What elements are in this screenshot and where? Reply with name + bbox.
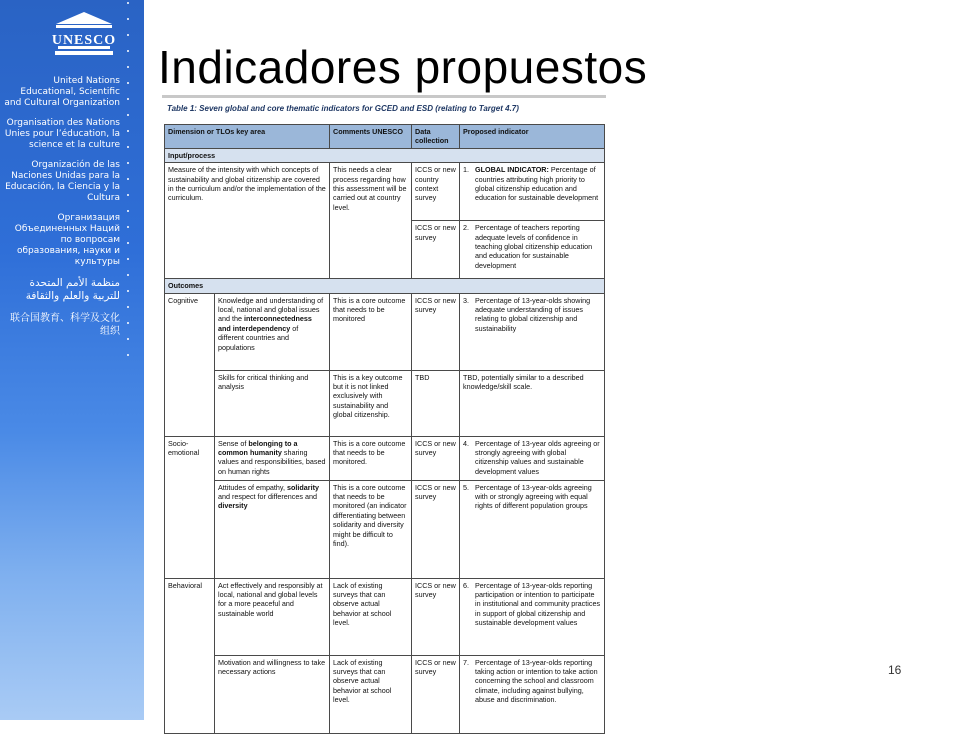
- dimension-cell: Socio-emotional: [165, 436, 215, 578]
- global-indicator-label: GLOBAL INDICATOR:: [475, 165, 549, 175]
- data-collection-cell: ICCS or new survey: [412, 436, 460, 480]
- indicator-text: Percentage of 13-year-olds agreeing with or strongly agreeing with equal rights of different population groups: [475, 482, 592, 511]
- indicator-number: 5.: [463, 482, 470, 492]
- indicator-cell: [460, 480, 605, 578]
- section-row-outcomes: [165, 279, 605, 293]
- table-row: [165, 655, 605, 733]
- indicator-number: 3.: [463, 295, 470, 305]
- data-collection-cell: TBD: [412, 370, 460, 436]
- tlo-emphasis: diversity: [218, 501, 248, 511]
- data-collection-cell: ICCS or new survey: [412, 293, 460, 370]
- indicator-number: 7.: [463, 657, 470, 667]
- unesco-logo: [52, 10, 116, 64]
- tlo-text: of different countries and populations: [218, 323, 299, 352]
- comment-cell: This is a key outcome but it is not linked exclusively with sustainability and global citizenship.: [330, 370, 412, 436]
- indicator-cell: [460, 163, 605, 221]
- indicator-cell: TBD, potentially similar to a described knowledge/skill scale.: [460, 370, 605, 436]
- unesco-sidebar: [0, 0, 144, 720]
- table-row: [165, 578, 605, 655]
- section-row-input: [165, 148, 605, 162]
- tlo-cell: [215, 480, 330, 578]
- header-data-collection: Data collection: [412, 125, 460, 149]
- indicator-text: Percentage of 13-year-olds reporting participation or intention to participate in institutional and community practices in support of global citizenship and sustainable development values: [475, 580, 601, 628]
- table-caption: Table 1: Seven global and core thematic indicators for GCED and ESD (relating to Target 4.7): [167, 104, 519, 113]
- table-row: [165, 370, 605, 436]
- tlo-cell: [215, 436, 330, 480]
- header-comments: Comments UNESCO: [330, 125, 412, 149]
- indicator-number: 6.: [463, 580, 470, 590]
- comment-cell: This is a core outcome that needs to be monitored (an indicator differentiating between solidarity and diversity might be difficult to find).: [330, 480, 412, 578]
- indicator-text: Percentage of 13-year-olds showing adequate understanding of issues relating to global citizenship and sustainability: [475, 295, 591, 333]
- org-name-ar: منظمة الأمم المتحدة للتربية والعلم والثقافة: [25, 277, 120, 302]
- section-label: Input/process: [165, 148, 605, 162]
- indicator-cell: [460, 578, 605, 655]
- data-collection-cell: ICCS or new survey: [412, 578, 460, 655]
- indicator-cell: [460, 655, 605, 733]
- comment-cell: This is a core outcome that needs to be monitored: [330, 293, 412, 370]
- indicator-cell: [460, 221, 605, 279]
- indicator-number: 2.: [463, 223, 470, 233]
- table-row: [165, 480, 605, 578]
- page-number: 16: [888, 663, 902, 677]
- table-row: [165, 293, 605, 370]
- tlo-text: Attitudes of empathy,: [218, 482, 285, 492]
- tlo-emphasis: belonging to a common humanity: [218, 438, 298, 458]
- indicator-text: Percentage of 13-year-olds reporting taking action or intention to take action concerning the school and classroom climate, including against bullying, abuse and discrimination.: [475, 657, 598, 705]
- comment-cell: This is a core outcome that needs to be monitored.: [330, 436, 412, 480]
- indicator-text: Percentage of 13-year olds agreeing or strongly agreeing with global citizenship values and sustainable development values: [475, 438, 600, 476]
- indicator-table-figure: [162, 95, 606, 720]
- org-name-fr: Organisation des Nations Unies pour l’éducation, la science et la culture: [4, 118, 120, 150]
- tlo-cell: Act effectively and responsibly at local, national and global levels for a more peaceful and sustainable world: [215, 578, 330, 655]
- indicator-cell: [460, 436, 605, 480]
- indicator-text: Percentage of teachers reporting adequate levels of confidence in teaching global citizenship education and education for sustainable development: [475, 223, 593, 270]
- tlo-text: sharing values and responsibilities, based on human rights: [218, 448, 326, 476]
- org-name-ru: Организация Объединенных Наций по вопросам образования, науки и культуры: [14, 213, 120, 267]
- comment-cell: Lack of existing surveys that can observe actual behavior at school level.: [330, 655, 412, 733]
- tlo-text: and respect for differences and: [218, 492, 317, 502]
- org-name-en: United Nations Educational, Scientific and Cultural Organization: [4, 76, 120, 108]
- indicator-number: 1.: [463, 165, 470, 175]
- indicator-text: Percentage of countries attributing high priority to global citizenship education and education for sustainable development: [475, 165, 599, 203]
- tlo-text: Sense of: [218, 438, 247, 448]
- tlo-cell: Motivation and willingness to take necessary actions: [215, 655, 330, 733]
- tlo-text: Knowledge and understanding of local, national and global issues and the: [218, 295, 324, 324]
- org-name-zh: 联合国教育、科学及文化组织: [10, 313, 120, 337]
- dimension-cell: Behavioral: [165, 578, 215, 733]
- org-name-es: Organización de las Naciones Unidas para la Educación, la Ciencia y la Cultura: [5, 160, 120, 203]
- data-collection-cell: ICCS or new survey: [412, 655, 460, 733]
- header-dimension: Dimension or TLOs key area: [165, 125, 330, 149]
- indicator-table: [164, 124, 605, 734]
- sidebar-dot-separators: [127, 2, 131, 347]
- header-proposed-indicator: Proposed indicator: [460, 125, 605, 149]
- svg-text:UNESCO: UNESCO: [52, 33, 116, 48]
- tlo-emphasis: solidarity: [287, 482, 319, 492]
- data-collection-cell: ICCS or new survey: [412, 221, 460, 279]
- table-row: [165, 163, 605, 221]
- tlo-emphasis: interconnectedness and interdependency: [218, 314, 312, 333]
- input-comment: This needs a clear process regarding how this assessment will be carried out at country level.: [330, 163, 412, 279]
- tlo-cell: [215, 293, 330, 370]
- slide-title: Indicadores propuestos: [158, 41, 648, 93]
- data-collection-cell: ICCS or new survey: [412, 480, 460, 578]
- comment-cell: Lack of existing surveys that can observe actual behavior at school level.: [330, 578, 412, 655]
- indicator-number: 4.: [463, 438, 470, 448]
- table-row: [165, 436, 605, 480]
- section-label: Outcomes: [165, 279, 605, 293]
- input-description: Measure of the intensity with which concepts of sustainability and global citizenship are covered in the curriculum and/or the implementation of the curriculum.: [165, 163, 330, 279]
- data-collection-cell: ICCS or new country context survey: [412, 163, 460, 221]
- dimension-cell: Cognitive: [165, 293, 215, 436]
- tlo-cell: Skills for critical thinking and analysis: [215, 370, 330, 436]
- table-header-row: [165, 125, 605, 149]
- indicator-cell: [460, 293, 605, 370]
